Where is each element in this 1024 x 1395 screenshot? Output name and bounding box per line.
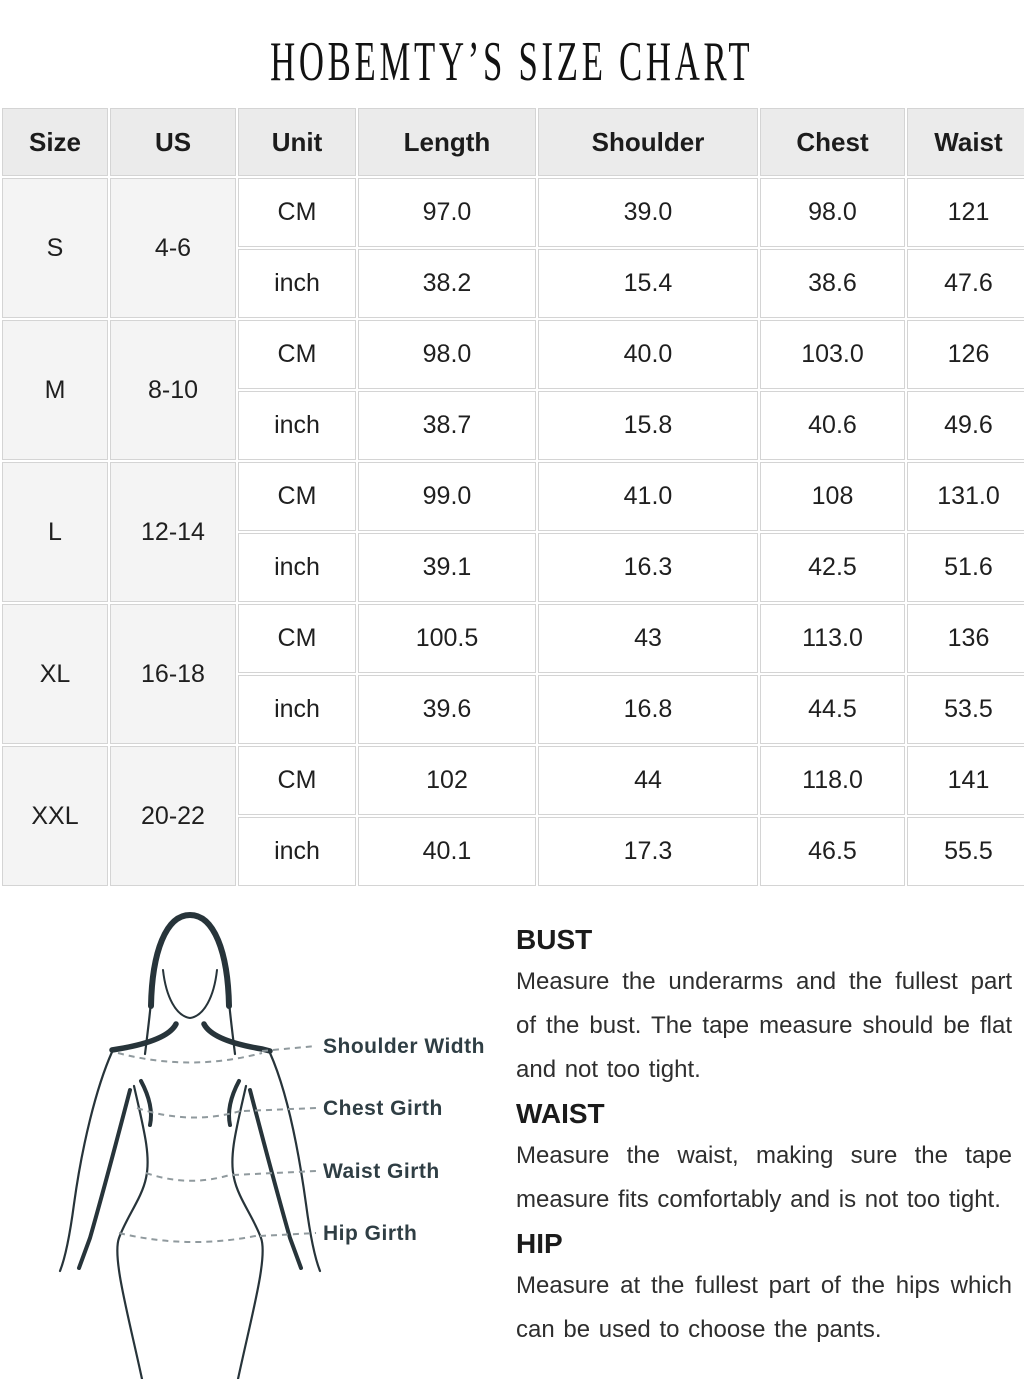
hair-left-strand bbox=[145, 1002, 151, 1054]
value-cell: 118.0 bbox=[760, 746, 905, 815]
value-cell: 15.4 bbox=[538, 249, 758, 318]
unit-cell: CM bbox=[238, 604, 356, 673]
value-cell: 97.0 bbox=[358, 178, 536, 247]
header-size: Size bbox=[2, 108, 108, 176]
value-cell: 103.0 bbox=[760, 320, 905, 389]
unit-cell: inch bbox=[238, 675, 356, 744]
value-cell: 53.5 bbox=[907, 675, 1024, 744]
waist-girth-label: Waist Girth bbox=[323, 1160, 440, 1183]
shoulder-width-dashed-line bbox=[118, 1053, 262, 1063]
hip-girth-dashed-line bbox=[119, 1233, 260, 1242]
page-title: HOBEMTY’S SIZE CHART bbox=[270, 31, 754, 93]
value-cell: 108 bbox=[760, 462, 905, 531]
left-arm-outer bbox=[60, 1052, 112, 1271]
value-cell: 98.0 bbox=[358, 320, 536, 389]
value-cell: 39.6 bbox=[358, 675, 536, 744]
left-torso-leg-line bbox=[117, 1086, 147, 1379]
shoulder-width-label: Shoulder Width bbox=[323, 1035, 485, 1058]
unit-cell: inch bbox=[238, 533, 356, 602]
header-waist: Waist bbox=[907, 108, 1024, 176]
table-row bbox=[2, 746, 1024, 815]
waist-girth-dashed-line bbox=[146, 1173, 233, 1181]
value-cell: 42.5 bbox=[760, 533, 905, 602]
chest-girth-label: Chest Girth bbox=[323, 1097, 443, 1120]
hip-heading: HIP bbox=[516, 1228, 563, 1259]
value-cell: 51.6 bbox=[907, 533, 1024, 602]
size-cell: M bbox=[2, 320, 108, 460]
value-cell: 99.0 bbox=[358, 462, 536, 531]
value-cell: 136 bbox=[907, 604, 1024, 673]
value-cell: 141 bbox=[907, 746, 1024, 815]
female-silhouette-diagram bbox=[0, 894, 506, 1379]
unit-cell: CM bbox=[238, 320, 356, 389]
unit-cell: inch bbox=[238, 249, 356, 318]
value-cell: 98.0 bbox=[760, 178, 905, 247]
size-cell: XL bbox=[2, 604, 108, 744]
value-cell: 40.6 bbox=[760, 391, 905, 460]
value-cell: 40.1 bbox=[358, 817, 536, 886]
value-cell: 49.6 bbox=[907, 391, 1024, 460]
waist-girth-connector bbox=[233, 1171, 316, 1175]
value-cell: 15.8 bbox=[538, 391, 758, 460]
value-cell: 55.5 bbox=[907, 817, 1024, 886]
value-cell: 40.0 bbox=[538, 320, 758, 389]
unit-cell: inch bbox=[238, 391, 356, 460]
value-cell: 38.7 bbox=[358, 391, 536, 460]
table-row bbox=[2, 462, 1024, 531]
value-cell: 47.6 bbox=[907, 249, 1024, 318]
us-cell: 20-22 bbox=[110, 746, 236, 886]
hip-text: Measure at the fullest part of the hips which can be used to choose the pants. bbox=[516, 1272, 1012, 1343]
us-cell: 8-10 bbox=[110, 320, 236, 460]
body-diagram bbox=[0, 894, 506, 1384]
unit-cell: CM bbox=[238, 178, 356, 247]
left-arm-inner bbox=[79, 1090, 130, 1268]
value-cell: 100.5 bbox=[358, 604, 536, 673]
table-row bbox=[2, 178, 1024, 247]
value-cell: 39.0 bbox=[538, 178, 758, 247]
table-row bbox=[2, 320, 1024, 389]
value-cell: 16.3 bbox=[538, 533, 758, 602]
right-bust-curve bbox=[229, 1081, 239, 1125]
unit-cell: CM bbox=[238, 746, 356, 815]
value-cell: 46.5 bbox=[760, 817, 905, 886]
value-cell: 131.0 bbox=[907, 462, 1024, 531]
unit-cell: inch bbox=[238, 817, 356, 886]
header-length: Length bbox=[358, 108, 536, 176]
bust-heading: BUST bbox=[516, 924, 593, 955]
right-arm-inner bbox=[250, 1090, 301, 1268]
measure-instructions bbox=[516, 894, 1012, 1384]
size-cell: S bbox=[2, 178, 108, 318]
value-cell: 38.2 bbox=[358, 249, 536, 318]
value-cell: 43 bbox=[538, 604, 758, 673]
bust-text: Measure the underarms and the fullest part of the bust. The tape measure should be flat and not too tight. bbox=[516, 968, 1012, 1083]
header-us: US bbox=[110, 108, 236, 176]
right-arm-outer bbox=[270, 1053, 320, 1271]
value-cell: 44.5 bbox=[760, 675, 905, 744]
value-cell: 113.0 bbox=[760, 604, 905, 673]
value-cell: 126 bbox=[907, 320, 1024, 389]
left-bust-curve bbox=[141, 1081, 151, 1125]
hair-outline bbox=[151, 915, 229, 1006]
header-chest: Chest bbox=[760, 108, 905, 176]
face-outline bbox=[163, 970, 217, 1018]
table-header-row bbox=[2, 108, 1024, 176]
size-cell: XXL bbox=[2, 746, 108, 886]
waist-text: Measure the waist, making sure the tape measure fits comfortably and is not too tight. bbox=[516, 1142, 1012, 1213]
value-cell: 17.3 bbox=[538, 817, 758, 886]
value-cell: 41.0 bbox=[538, 462, 758, 531]
left-shoulder-line bbox=[112, 1024, 176, 1050]
header-unit: Unit bbox=[238, 108, 356, 176]
value-cell: 16.8 bbox=[538, 675, 758, 744]
measure-guide-section bbox=[0, 894, 1024, 1384]
us-cell: 12-14 bbox=[110, 462, 236, 602]
right-torso-leg-line bbox=[232, 1086, 262, 1379]
value-cell: 44 bbox=[538, 746, 758, 815]
size-chart-table bbox=[0, 106, 1024, 888]
us-cell: 4-6 bbox=[110, 178, 236, 318]
table-row bbox=[2, 604, 1024, 673]
value-cell: 38.6 bbox=[760, 249, 905, 318]
us-cell: 16-18 bbox=[110, 604, 236, 744]
page-header bbox=[0, 30, 1024, 92]
right-shoulder-line bbox=[204, 1024, 270, 1051]
size-cell: L bbox=[2, 462, 108, 602]
value-cell: 39.1 bbox=[358, 533, 536, 602]
value-cell: 102 bbox=[358, 746, 536, 815]
hip-girth-label: Hip Girth bbox=[323, 1222, 418, 1245]
header-shoulder: Shoulder bbox=[538, 108, 758, 176]
hair-right-strand bbox=[229, 1002, 235, 1054]
value-cell: 121 bbox=[907, 178, 1024, 247]
unit-cell: CM bbox=[238, 462, 356, 531]
waist-heading: WAIST bbox=[516, 1098, 605, 1129]
